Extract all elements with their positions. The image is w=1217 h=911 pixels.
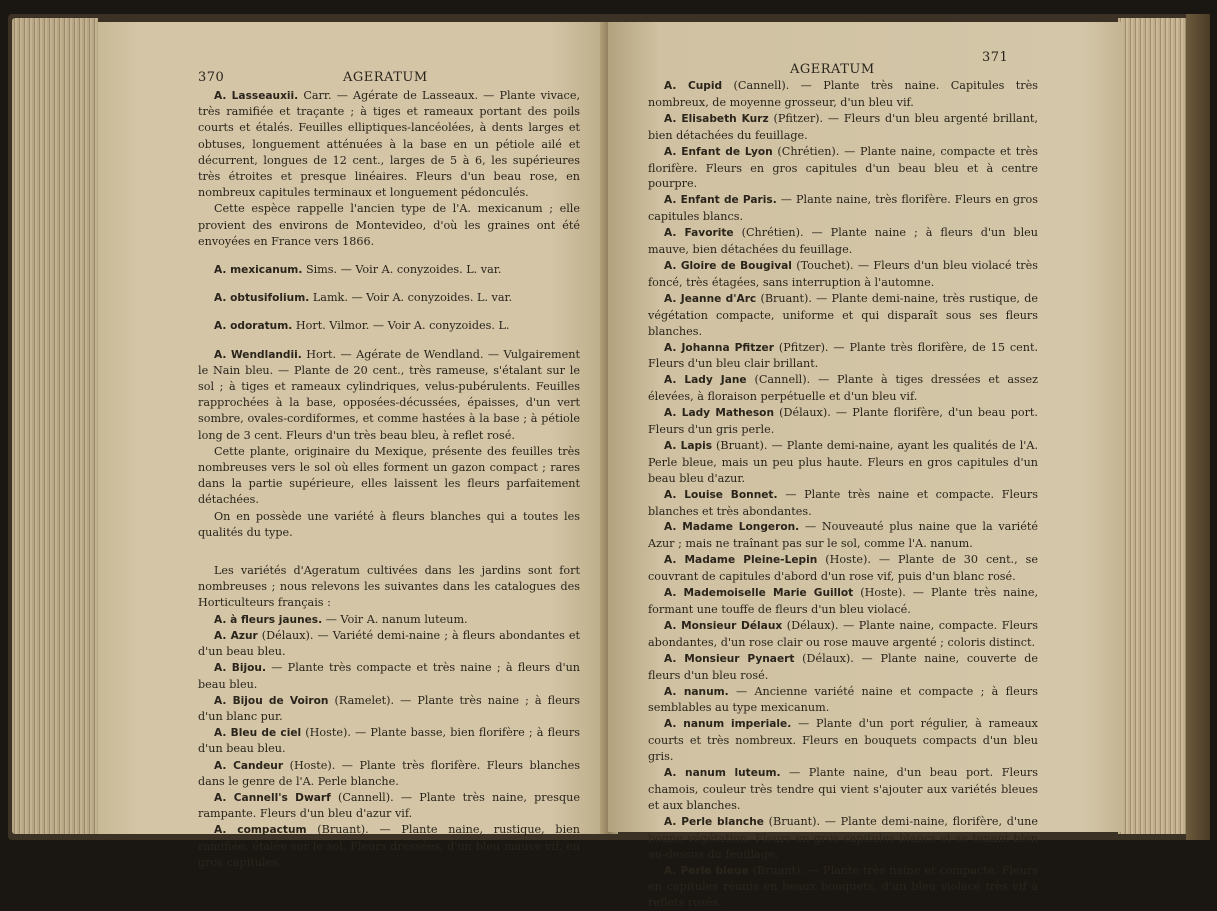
right-page bbox=[608, 22, 1122, 832]
entry-marie-guillot: A. Mademoiselle Marie Guillot (Hoste). — Plante très naine, formant une touffe de fleurs d'un bleu violacé. bbox=[648, 585, 1038, 618]
entry-perle-bleue: A. Perle bleue (Bruant). — Plante très naine et compacte. Fleurs en capitules réunis en beaux bouquets, d'un bleu violacé très vif à reflets rosés. bbox=[648, 863, 1038, 911]
entry-jeanne-darc: A. Jeanne d'Arc (Bruant). — Plante demi-naine, très rustique, de végétation compacte, uniforme et qui disparaît sous ses fleurs blanches. bbox=[648, 291, 1038, 340]
entry-madame-pleine-lepin: A. Madame Pleine-Lepin (Hoste). — Plante de 30 cent., se couvrant de capitules d'abord d'un rose vif, puis d'un blanc rosé. bbox=[648, 552, 1038, 585]
entry-enfant-de-lyon: A. Enfant de Lyon (Chrétien). — Plante naine, compacte et très florifère. Fleurs en gros capitules d'un beau bleu et à centre pourpre. bbox=[648, 144, 1038, 193]
entry-monsieur-pynaert: A. Monsieur Pynaert (Délaux). — Plante naine, couverte de fleurs d'un bleu rosé. bbox=[648, 651, 1038, 684]
entry-enfant-de-paris: A. Enfant de Paris. — Plante naine, très florifère. Fleurs en gros capitules blancs. bbox=[648, 192, 1038, 225]
entry-azur: A. Azur (Délaux). — Variété demi-naine ; à fleurs abondantes et d'un beau bleu. bbox=[198, 628, 580, 660]
entry-madame-longeron: A. Madame Longeron. — Nouveauté plus naine que la variété Azur ; mais ne traînant pas sur le sol, comme l'A. nanum. bbox=[648, 519, 1038, 552]
paragraph: Les variétés d'Ageratum cultivées dans les jardins sont fort nombreuses ; nous relevons les suivantes dans les catalogues des Horticulteurs français : bbox=[198, 563, 580, 612]
entry-lady-matheson: A. Lady Matheson (Délaux). — Plante florifère, d'un beau port. Fleurs d'un gris perle. bbox=[648, 405, 1038, 438]
entry-nanum: A. nanum. — Ancienne variété naine et compacte ; à fleurs semblables au type mexicanum. bbox=[648, 684, 1038, 717]
paragraph: Cette espèce rappelle l'ancien type de l'A. mexicanum ; elle provient des environs de Montevideo, d'où les graines ont été envoyées en France vers 1866. bbox=[198, 201, 580, 250]
entry-cupid: A. Cupid (Cannell). — Plante très naine. Capitules très nombreux, de moyenne grosseur, d'un bleu vif. bbox=[648, 78, 1038, 111]
entry-odoratum: A. odoratum. Hort. Vilmor. — Voir A. conyzoides. L. bbox=[198, 318, 580, 334]
entry-bijou: A. Bijou. — Plante très compacte et très naine ; à fleurs d'un beau bleu. bbox=[198, 660, 580, 692]
entry-nanum-luteum: A. nanum luteum. — Plante naine, d'un beau port. Fleurs chamois, couleur très tendre qui vient s'ajouter aux variétés bleues et aux blanches. bbox=[648, 765, 1038, 814]
entry-candeur: A. Candeur (Hoste). — Plante très florifère. Fleurs blanches dans le genre de l'A. Perle blanche. bbox=[198, 758, 580, 790]
left-page bbox=[98, 22, 612, 834]
left-page-text bbox=[198, 88, 580, 871]
entry-lapis: A. Lapis (Bruant). — Plante demi-naine, ayant les qualités de l'A. Perle bleue, mais un peu plus haute. Fleurs en gros capitules d'un beau bleu d'azur. bbox=[648, 438, 1038, 487]
page-edges-left bbox=[12, 18, 98, 834]
entry-favorite: A. Favorite (Chrétien). — Plante naine ; à fleurs d'un bleu mauve, bien détachées du feuillage. bbox=[648, 225, 1038, 258]
entry-bleu-de-ciel: A. Bleu de ciel (Hoste). — Plante basse, bien florifère ; à fleurs d'un beau bleu. bbox=[198, 725, 580, 757]
entry-compactum: A. compactum (Bruant). — Plante naine, rustique, bien ramifiée, étalée sur le sol. Fleurs dressées, d'un bleu mauve vif, en gros capitules. bbox=[198, 822, 580, 871]
entry-monsieur-delaux: A. Monsieur Délaux (Délaux). — Plante naine, compacte. Fleurs abondantes, d'un rose clair ou rose mauve argenté ; coloris distinct. bbox=[648, 618, 1038, 651]
running-title-right: AGERATUM bbox=[790, 62, 875, 77]
entry-johanna-pfitzer: A. Johanna Pfitzer (Pfitzer). — Plante très florifère, de 15 cent. Fleurs d'un bleu clair brillant. bbox=[648, 340, 1038, 373]
entry-lasseauxii: A. Lasseauxii. Carr. — Agérate de Lasseaux. — Plante vivace, très ramifiée et traçante ; à tiges et rameaux portant des poils courts et étalés. Feuilles elliptiques-lancéolées, à dents larges et obtuses, longuement atténuées à la base en un pétiole ailé et décurrent, longues de 12 cent., larges de 5 à 6, les supérieures très étroites et presque linéaires. Fleurs d'un beau rose, en nombreux capitules terminaux et longuement pédonculés. bbox=[198, 88, 580, 201]
entry-cannells-dwarf: A. Cannell's Dwarf (Cannell). — Plante très naine, presque rampante. Fleurs d'un bleu d'azur vif. bbox=[198, 790, 580, 822]
entry-bijou-de-voiron: A. Bijou de Voiron (Ramelet). — Plante très naine ; à fleurs d'un blanc pur. bbox=[198, 693, 580, 725]
entry-mexicanum: A. mexicanum. Sims. — Voir A. conyzoides. L. var. bbox=[198, 262, 580, 278]
entry-louise-bonnet: A. Louise Bonnet. — Plante très naine et compacte. Fleurs blanches et très abondantes. bbox=[648, 487, 1038, 520]
entry-elisabeth-kurz: A. Elisabeth Kurz (Pfitzer). — Fleurs d'un bleu argenté brillant, bien détachées du feuillage. bbox=[648, 111, 1038, 144]
entry-perle-blanche: A. Perle blanche (Bruant). — Plante demi-naine, florifère, d'une bonne végétation. Fleurs en gros capitules blancs et se tenant bien au-dessus du feuillage. bbox=[648, 814, 1038, 863]
entry-gloire-de-bougival: A. Gloire de Bougival (Touchet). — Fleurs d'un bleu violacé très foncé, très étagées, sans interruption à l'automne. bbox=[648, 258, 1038, 291]
entry-fleurs-jaunes: A. à fleurs jaunes. — Voir A. nanum luteum. bbox=[198, 612, 580, 628]
page-number-left: 370 bbox=[198, 70, 224, 85]
page-number-right: 371 bbox=[982, 50, 1008, 65]
entry-wendlandii: A. Wendlandii. Hort. — Agérate de Wendland. — Vulgairement le Nain bleu. — Plante de 20 cent., très rameuse, s'étalant sur le sol ; à tiges et rameaux cylindriques, velus-pubérulents. Feuilles rapprochées à la base, opposées-décussées, épaisses, d'un vert sombre, ovales-cordiformes, et comme hastées à la base ; à pétiole long de 3 cent. Fleurs d'un très beau bleu, à reflet rosé. bbox=[198, 347, 580, 444]
paragraph: Cette plante, originaire du Mexique, présente des feuilles très nombreuses vers le sol où elles forment un gazon compact ; rares dans la partie supérieure, elles laissent les fleurs parfaitement détachées. bbox=[198, 444, 580, 509]
entry-nanum-imperiale: A. nanum imperiale. — Plante d'un port régulier, à rameaux courts et très nombreux. Fleurs en bouquets compacts d'un bleu gris. bbox=[648, 716, 1038, 765]
right-page-text bbox=[648, 78, 1038, 911]
entry-obtusifolium: A. obtusifolium. Lamk. — Voir A. conyzoides. L. var. bbox=[198, 290, 580, 306]
book-cover-edge bbox=[1186, 14, 1210, 840]
entry-lady-jane: A. Lady Jane (Cannell). — Plante à tiges dressées et assez élevées, à floraison perpétuelle et d'un bleu vif. bbox=[648, 372, 1038, 405]
paragraph: On en possède une variété à fleurs blanches qui a toutes les qualités du type. bbox=[198, 509, 580, 541]
running-title-left: AGERATUM bbox=[343, 70, 428, 85]
